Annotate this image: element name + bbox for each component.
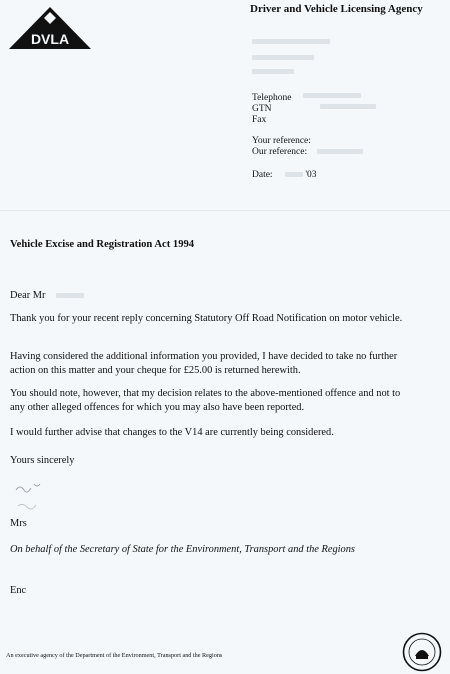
dvla-logo [8, 6, 92, 50]
references [252, 136, 363, 158]
closing: Yours sincerely [10, 455, 75, 466]
redacted-our-reference [317, 149, 363, 154]
salutation-text: Dear Mr [10, 290, 46, 301]
redacted-address-line [252, 62, 294, 80]
fax-label: Fax [252, 115, 267, 125]
salutation [10, 290, 84, 301]
our-reference-label: Our reference: [252, 147, 308, 157]
letter-heading: Vehicle Excise and Registration Act 1994 [10, 239, 195, 250]
footer-text: An executive agency of the Department of the Environment, Transport and the Regions [6, 652, 223, 659]
date-line [252, 170, 317, 180]
charter-mark-seal [402, 632, 442, 672]
paragraph-4: I would further advise that changes to the V14 are currently being considered. [10, 427, 334, 438]
redacted-gtn [320, 104, 376, 109]
svg-text:DVLA: DVLA [30, 31, 70, 47]
gtn-label: GTN [252, 104, 272, 114]
date-label: Date: [252, 170, 273, 180]
your-reference-label: Your reference: [252, 136, 311, 146]
redacted-date [285, 172, 303, 177]
enclosure-note: Enc [10, 585, 27, 596]
agency-name: Driver and Vehicle Licensing Agency [250, 3, 423, 15]
paper-fold-line [0, 210, 450, 211]
paragraph-3: You should note, however, that my decision relates to the above-mentioned offence and not to any other alleged offences for which you may also have been reported. [10, 388, 401, 413]
paragraph-2: Having considered the additional information you provided, I have decided to take no further action on this matter and your cheque for £25.00 is returned herewith. [10, 351, 398, 376]
telephone-label: Telephone [252, 93, 292, 103]
redacted-telephone [303, 93, 361, 98]
date-year: '03 [305, 170, 317, 180]
contact-details [252, 93, 376, 126]
signatory-title: Mrs [10, 518, 27, 529]
signature-mark [12, 478, 72, 518]
on-behalf-line: On behalf of the Secretary of State for the Environment, Transport and the Regions [10, 544, 355, 555]
paragraph-1: Thank you for your recent reply concerning Statutory Off Road Notification on motor vehicle. [10, 313, 403, 324]
redacted-name [56, 293, 84, 298]
